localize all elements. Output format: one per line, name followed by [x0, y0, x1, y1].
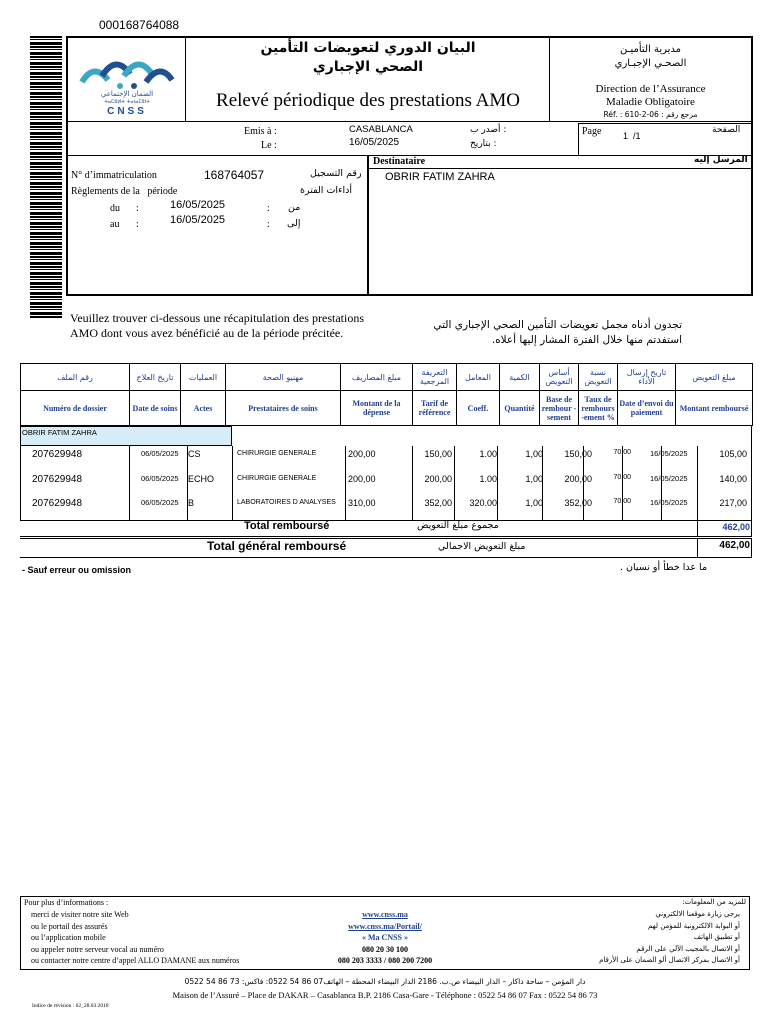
reglements-arabic-label: أداءات الفترة [300, 185, 353, 196]
immat-value: 168764057 [204, 168, 265, 182]
rows-frame [20, 446, 752, 520]
page-label: Page [582, 126, 602, 137]
grand-total-value: 462,00 [719, 540, 750, 551]
document-number: 000168764088 [99, 18, 180, 32]
destinataire-label: Destinataire [373, 156, 426, 167]
table-cell-base: 150,00 [564, 449, 592, 459]
total-arabic-label: مجموع مبلغ التعويض [417, 520, 499, 531]
logo-arabic-text: الضمان الإجتماعي [100, 90, 154, 98]
header-ar-actes: العمليات [181, 364, 226, 391]
footer-arabic-line: أو الاتصال بمركز الاتصال ألو الضمان على الأرقام [599, 956, 740, 964]
intro-arabic-line1: تجدون أدناه مجمل تعويضات التأمين الصحي الإجباري التي [433, 319, 682, 331]
immat-arabic-label: رقم التسجيل [310, 168, 362, 179]
footer-link[interactable]: www.cnss.ma/Portail/ [348, 921, 422, 931]
footer-address-french: Maison de l’Assuré – Place de DAKAR – Casablanca B.P. 2186 Casa-Gare - Téléphone : 0522 54 86 07 Fax : 0522 54 86 73 [172, 990, 598, 1000]
header-ar-date: تاريخ العلاج [130, 364, 181, 391]
header-fr-coeff: Coeff. [457, 391, 500, 426]
au-colon: : [136, 219, 139, 230]
au-label: au [110, 219, 120, 230]
total-label: Total remboursé [244, 520, 330, 532]
table-cell-prestataire: CHIRURGIE GENERALE [237, 475, 317, 482]
header-ar-base: أساس التعويض [540, 364, 579, 391]
header-fr-date: Date de soins [130, 391, 181, 426]
logo-brand: CNSS [107, 106, 147, 117]
beneficiary-name: OBRIR FATIM ZAHRA [20, 426, 232, 446]
total-value-divider [697, 520, 698, 537]
footer-french-line: ou appeler notre serveur vocal au numéro [31, 944, 164, 954]
direction-arabic-line2: الصحـي الإجبـاري [614, 58, 687, 69]
header-ar-quantite: الكمية [500, 364, 540, 391]
logo-tifinagh-text: ⵜⴰⵎⵓⵍⵜ ⵜⴰⵏⴰⵎⵓⵏⵜ [104, 99, 150, 105]
table-cell-tarif: 200,00 [424, 474, 452, 484]
header-fr-dossier: Numéro de dossier [21, 391, 130, 426]
page-arabic-label: الصفحة [712, 125, 741, 135]
du-colon: : [136, 203, 139, 214]
destinataire-header-line [368, 168, 753, 169]
reference: Réf. : 610-2-06 : مرجع رقم [603, 110, 698, 119]
header-ar-rembourse: مبلغ التعويض [676, 364, 753, 391]
table-cell-tarif: 352,00 [424, 498, 452, 508]
table-header-arabic [21, 364, 753, 391]
le-label: Le : [261, 140, 277, 151]
footer-link[interactable]: www.cnss.ma [362, 910, 408, 919]
table-cell-montant: 200,00 [348, 474, 376, 484]
table-cell-montant: 200,00 [348, 449, 376, 459]
page-value: 1 /1 [623, 131, 641, 141]
emis-value: CASABLANCA [349, 124, 413, 135]
header-fr-tarif: Tarif de référence [413, 391, 457, 426]
title-cell [186, 38, 550, 122]
table-cell-taux: 70,00 [613, 474, 631, 481]
table-cell-dossier: 207629948 [32, 474, 83, 485]
table-cell-date: 06/05/2025 [141, 498, 179, 507]
intro-arabic-line2: استفدتم منها خلال الفترة المشار إليها أعلاه. [491, 334, 682, 346]
au-value: 16/05/2025 [170, 214, 226, 226]
grand-total-value-divider [697, 538, 698, 558]
footer-phone-number: 080 203 3333 / 080 200 7200 [337, 956, 433, 965]
prestations-table [20, 363, 753, 426]
table-cell-dossier: 207629948 [32, 449, 83, 460]
destinataire-arabic-label: المرسل إليه [694, 155, 748, 165]
header-fr-quantite: Quantité [500, 391, 540, 426]
total-value: 462,00 [722, 522, 750, 532]
du-label: du [110, 203, 120, 214]
du-arabic-label: من [288, 202, 301, 213]
emis-label: Emis à : [244, 126, 277, 137]
footer-arabic-title: للمزيد من المعلومات: [682, 898, 746, 906]
footer-phone-number: 080 20 30 100 [362, 944, 408, 954]
au-arabic-label: إلى [287, 218, 301, 229]
le-value: 16/05/2025 [349, 137, 400, 148]
table-cell-acte: CS [188, 449, 201, 459]
table-cell-taux: 70,00 [613, 449, 631, 456]
emis-arabic-label: : أصدر ب [470, 125, 507, 135]
reglements-label: Règlements de la période [71, 186, 178, 197]
header-fr-envoi: Date d’envoi du paiement [618, 391, 676, 426]
table-cell-dossier: 207629948 [32, 498, 83, 509]
footer-address-arabic: دار المؤمن – ساحة داكار – الدار البيضاء ص.ب. 2186 الدار البيضاء المحطة – الهاتف07 86 54 0522: فاكس: 73 86 54 0522 [184, 977, 586, 986]
intro-french: Veuillez trouver ci-dessous une récapitulation des prestations AMO dont vous avez bénéficié au de la période précitée. [70, 311, 364, 340]
footer-arabic-line: أو تطبيق الهاتف [693, 933, 740, 941]
footer-french-line: ou contacter notre centre d’appel ALLO DAMANE aux numéros [31, 956, 240, 965]
grand-total-row [20, 538, 752, 558]
le-arabic-label: : بتاريخ [470, 139, 497, 149]
immat-label: N° d’immatriculation [71, 170, 157, 181]
table-cell-tarif: 150,00 [424, 449, 452, 459]
footer-french-line: ou l’application mobile [31, 933, 106, 942]
header-fr-actes: Actes [181, 391, 226, 426]
table-cell-prestataire: CHIRURGIE GENERALE [237, 450, 317, 457]
footer-arabic-line: أو البوابة الالكترونية للمؤمن لهم [648, 921, 740, 930]
table-cell-date: 06/05/2025 [141, 449, 179, 458]
header-ar-coeff: المعامل [457, 364, 500, 391]
footer-french-line: ou le portail des assurés [31, 921, 108, 931]
header-ar-envoi: تاريخ إرسال الأداء [618, 364, 676, 391]
logo-cell [68, 38, 186, 122]
grand-total-arabic-label: مبلغ التعويض الاجمالي [438, 541, 526, 552]
header-ar-dossier: رقم الملف [21, 364, 130, 391]
footer-arabic-line: يرجى زيارة موقعنا الالكتروني [655, 910, 740, 918]
du-value: 16/05/2025 [170, 199, 226, 211]
table-header-french [21, 391, 753, 426]
revision-index: Indice de révision : 02_28.03.2018 [32, 1003, 109, 1009]
du-colon-2: : [267, 203, 270, 214]
header-fr-montant: Montant de la dépense [341, 391, 413, 426]
table-cell-quantite: 1,00 [525, 449, 543, 459]
table-cell-envoi: 16/05/2025 [650, 474, 688, 483]
table-cell-rembourse: 140,00 [719, 474, 747, 484]
header-fr-rembourse: Montant remboursé [676, 391, 753, 426]
barcode [30, 36, 62, 318]
table-cell-date: 06/05/2025 [141, 474, 179, 483]
table-cell-acte: B [188, 498, 195, 508]
table-cell-montant: 310,00 [348, 498, 376, 508]
title-french: Relevé périodique des prestations AMO [216, 90, 520, 111]
disclaimer-arabic: ما عدا خطأ أو نسيان . [620, 562, 708, 573]
header-fr-base: Base de rembour -sement [540, 391, 579, 426]
destinataire-name: OBRIR FATIM ZAHRA [385, 171, 495, 183]
table-cell-coeff: 320.00 [469, 498, 497, 508]
footer-arabic-line: أو الاتصال بالمجيب الآلي على الرقم [636, 944, 740, 953]
table-cell-base: 200,00 [564, 474, 592, 484]
table-cell-rembourse: 105,00 [719, 449, 747, 459]
footer-link: « Ma CNSS » [361, 933, 408, 942]
table-cell-quantite: 1,00 [525, 498, 543, 508]
table-cell-prestataire: LABORATOIRES D ANALYSES [237, 499, 336, 506]
table-cell-envoi: 16/05/2025 [650, 498, 688, 507]
total-row [20, 520, 752, 537]
table-cell-coeff: 1.00 [479, 474, 497, 484]
table-cell-quantite: 1,00 [525, 474, 543, 484]
title-arabic-line2: الصحي الإجباري [312, 59, 424, 75]
direction-french-line1: Direction de l’Assurance [595, 83, 706, 95]
header-ar-taux: نسبة التعويض [579, 364, 618, 391]
header-fr-prestataires: Prestataires de soins [226, 391, 341, 426]
table-cell-coeff: 1.00 [479, 449, 497, 459]
table-cell-base: 352,00 [564, 498, 592, 508]
direction-arabic-line1: مديرية التأميـن [619, 44, 682, 55]
table-cell-rembourse: 217,00 [719, 498, 747, 508]
direction-french-line2: Maladie Obligatoire [606, 96, 695, 108]
header-ar-prestataires: مهنيو الصحة [226, 364, 341, 391]
disclaimer-french: - Sauf erreur ou omission [22, 565, 132, 575]
table-cell-acte: ECHO [188, 474, 215, 484]
footer-french-line: merci de visiter notre site Web [31, 910, 129, 919]
table-cell-envoi: 16/05/2025 [650, 449, 688, 458]
table-cell-taux: 70,00 [613, 498, 631, 505]
grand-total-label: Total général remboursé [207, 539, 347, 553]
au-colon-2: : [267, 219, 270, 230]
header-ar-montant: مبلغ المصاريف [341, 364, 413, 391]
header-fr-taux: Taux de rembours -ement % [579, 391, 618, 426]
title-arabic-line1: البيان الدوري لتعويضات التأمين [260, 40, 476, 56]
header-ar-tarif: التعريفة المرجعية [413, 364, 457, 391]
footer-french-title: Pour plus d’informations : [24, 898, 109, 907]
direction-cell [550, 38, 751, 122]
